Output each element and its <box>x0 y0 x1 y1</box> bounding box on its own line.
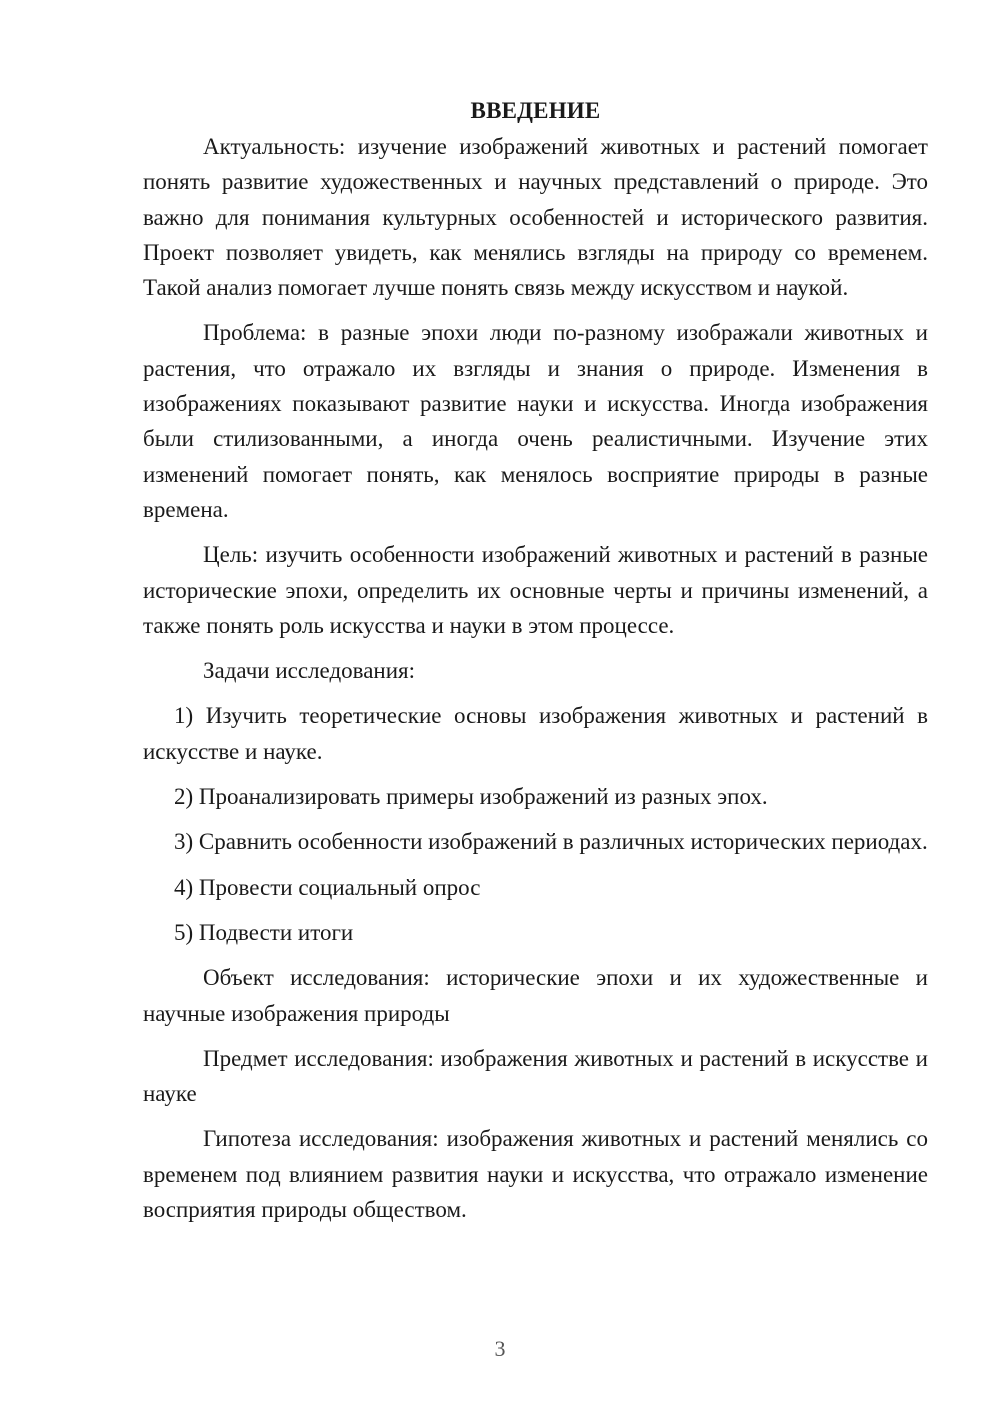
hypothesis-paragraph: Гипотеза исследования: изображения животных и растений менялись со временем под влиянием развития науки и искусства, что отражало изменение восприятия природы обществом. <box>143 1126 928 1223</box>
task-item: 1) Изучить теоретические основы изображения животных и растений в искусстве и науке. <box>143 703 928 764</box>
page-content <box>143 93 928 1237</box>
page-number: 3 <box>494 1336 506 1361</box>
tasks-heading: Задачи исследования: <box>203 658 416 684</box>
task-item: 4) Провести социальный опрос <box>174 874 481 900</box>
subject-paragraph: Предмет исследования: изображения животных и растений в искусстве и науке <box>143 1045 928 1107</box>
task-item: 2) Проанализировать примеры изображений из разных эпох. <box>174 784 768 810</box>
page-title: ВВЕДЕНИЕ <box>470 98 601 123</box>
task-item: 5) Подвести итоги <box>174 919 354 945</box>
object-paragraph: Объект исследования: исторические эпохи и их художественные и научные изображения природы <box>143 965 928 1026</box>
problem-paragraph: Проблема: в разные эпохи люди по-разному изображали животных и растения, что отражало их взгляды и знания о природе. Изменения в изображениях показывают развитие науки и искусства. Иногда изображения были стилизованными, а иногда очень реалистичными. Изучение этих изменений помогает понять, как менялось восприятие природы в разные времена. <box>143 320 928 522</box>
task-item: 3) Сравнить особенности изображений в различных исторических периодах. <box>174 829 928 855</box>
goal-paragraph: Цель: изучить особенности изображений животных и растений в разные исторические эпохи, определить их основные черты и причины изменений, а также понять роль искусства и науки в этом процессе. <box>143 542 928 638</box>
relevance-paragraph: Актуальность: изучение изображений животных и растений помогает понять развитие художественных и научных представлений о природе. Это важно для понимания культурных особенностей и исторического развития. Проект позволяет увидеть, как менялись взгляды на природу со временем. Такой анализ помогает лучше понять связь между искусством и наукой. <box>143 134 928 301</box>
